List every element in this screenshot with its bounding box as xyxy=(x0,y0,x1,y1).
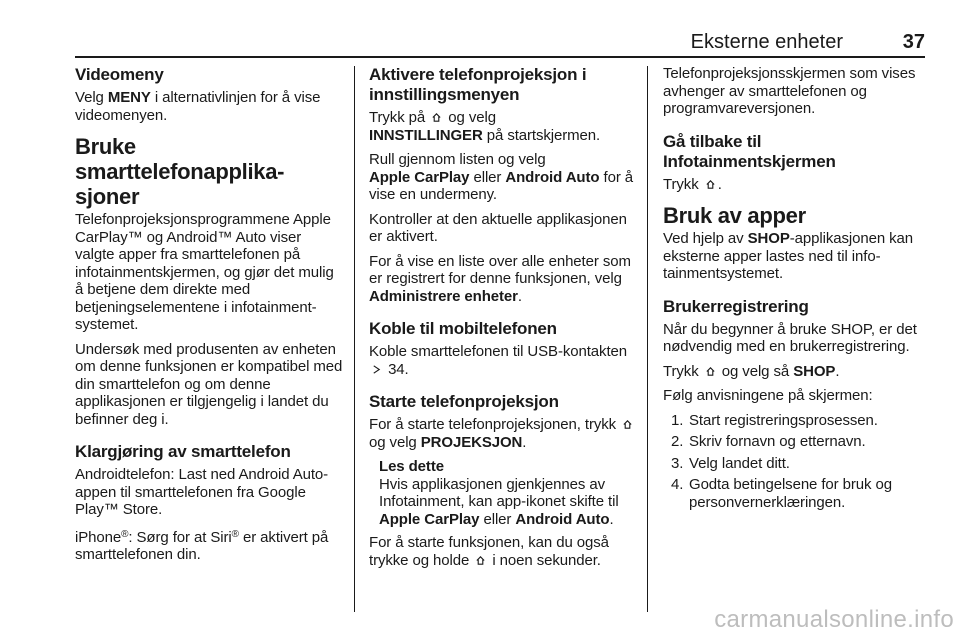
watermark: carmanualsonline.info xyxy=(714,606,954,633)
shop-keyword: SHOP xyxy=(747,230,790,247)
note-title: Les dette xyxy=(379,458,444,475)
text: eller xyxy=(479,510,516,528)
text: . xyxy=(835,362,840,380)
carplay-keyword: Apple CarPlay xyxy=(379,510,480,528)
paragraph-device-list xyxy=(369,253,637,306)
text: : Sørg for at Siri xyxy=(128,528,232,546)
step-text: Godta betingelsene for bruk og personvernerklæringen. xyxy=(689,476,892,511)
text: i alternativlinjen for å vise videomenyen. xyxy=(75,89,321,124)
paragraph-start-projection xyxy=(369,416,637,451)
text: Velg xyxy=(75,89,108,106)
android-auto-keyword: Android Auto xyxy=(515,510,610,528)
header-rule xyxy=(75,56,925,58)
settings-keyword: INNSTILLINGER xyxy=(369,126,483,144)
heading-user-registration: Brukerregistrering xyxy=(663,296,809,316)
text: -applikasjonen kan eksterne apper lastes ned til infotainmentsystemet. xyxy=(663,230,914,282)
list-item xyxy=(663,412,931,430)
text: for å vise en undermeny. xyxy=(369,168,634,203)
column-middle xyxy=(369,65,637,576)
android-auto-keyword: Android Auto xyxy=(505,168,600,186)
note-box xyxy=(379,458,637,528)
heading-line-1: Bruke smarttelefonapplika- xyxy=(75,134,285,184)
text: Hvis applikasjonen gjenkjennes av Infotainment, kan app-ikonet skifte til xyxy=(379,475,619,510)
paragraph-projection-programs: Telefonprojeksjonsprogrammene Apple CarPlay™ og Android™ Auto viser valgte apper fra smarttelefonen på infotainmentskjermen, og gjør det mulig å betjene dem direkte med betjeningselementene i infotainmentsystemet. xyxy=(75,211,334,333)
step-number: 4. xyxy=(671,476,684,493)
column-divider-right xyxy=(647,66,648,612)
step-text: Start registreringsprosessen. xyxy=(689,411,878,429)
list-item xyxy=(663,455,931,473)
carplay-keyword: Apple CarPlay xyxy=(369,168,470,186)
text: For å vise en liste over alle enheter som er registrert for denne funksjonen, velg xyxy=(369,252,631,287)
heading-activate-projection: Aktivere telefonprojeksjon i innstillingsmenyen xyxy=(369,65,587,104)
text: eller xyxy=(469,168,506,186)
text: iPhone xyxy=(75,528,122,546)
step-number: 2. xyxy=(671,433,684,450)
paragraph-press-settings xyxy=(369,109,637,144)
paragraph-video-menu xyxy=(75,89,343,124)
text: . xyxy=(517,287,522,305)
paragraph-follow-instructions: Følg anvisningene på skjermen: xyxy=(663,387,873,404)
text: og velg xyxy=(369,433,421,451)
heading-smartphone-apps xyxy=(75,134,343,209)
list-item xyxy=(663,433,931,451)
text: på startskjermen. xyxy=(482,126,601,144)
paragraph-iphone xyxy=(75,526,343,564)
projection-keyword: PROJEKSJON xyxy=(420,433,523,451)
page-reference: 34. xyxy=(384,360,409,378)
menu-keyword: MENY xyxy=(107,89,151,106)
paragraph-connect-usb xyxy=(369,343,637,378)
column-right xyxy=(663,65,931,515)
text: Rull gjennom listen og velg xyxy=(369,151,546,168)
text: For å starte telefonprojeksjonen, trykk xyxy=(369,416,617,433)
paragraph-android: Androidtelefon: Last ned Android Auto-appen til smarttelefonen fra Google Play™ Store. xyxy=(75,466,329,518)
reference-arrow-icon xyxy=(371,364,382,375)
heading-video-menu: Videomeny xyxy=(75,65,164,84)
step-number: 3. xyxy=(671,454,684,472)
heading-use-apps: Bruk av apper xyxy=(663,203,806,228)
manage-devices-keyword: Administrere enheter xyxy=(369,287,518,305)
registered-mark: ® xyxy=(231,528,239,540)
heading-prepare-smartphone: Klargjøring av smarttelefon xyxy=(75,442,291,461)
text: . xyxy=(717,175,722,193)
text: Trykk xyxy=(663,362,699,380)
heading-start-projection: Starte telefonprojeksjon xyxy=(369,392,559,411)
text: og velg xyxy=(444,109,496,126)
text: er aktivert på smarttelefonen din. xyxy=(75,528,329,563)
paragraph-shop-app xyxy=(663,230,931,283)
page-number: 37 xyxy=(902,31,925,53)
home-icon xyxy=(705,366,716,377)
page-header xyxy=(75,30,925,58)
heading-connect-phone: Koble til mobiltelefonen xyxy=(369,319,557,338)
paragraph-scroll-list xyxy=(369,151,637,204)
paragraph-verify-app: Kontroller at den aktuelle applikasjonen er aktivert. xyxy=(369,210,627,245)
heading-line-2: sjoner xyxy=(75,184,140,209)
home-icon xyxy=(431,112,442,123)
step-text: Velg landet ditt. xyxy=(689,454,790,472)
paragraph-registration: Når du begynner å bruke SHOP, er det nødvendig med en brukerregistrering. xyxy=(663,320,917,355)
registered-mark: ® xyxy=(121,528,129,540)
header-title: Eksterne enheter xyxy=(690,31,843,53)
heading-return-infotainment: Gå tilbake til Infotainmentskjermen xyxy=(663,131,836,171)
list-item xyxy=(663,476,931,511)
text: For å starte funksjonen, kan du også trykke og holde xyxy=(369,534,609,569)
step-number: 1. xyxy=(671,411,684,429)
text: . xyxy=(609,510,614,528)
paragraph-press-hold xyxy=(369,534,637,569)
paragraph-projection-screen: Telefonprojeksjonsskjermen som vises avhenger av smarttelefonen og programvareversjonen. xyxy=(663,65,916,117)
text: i noen sekunder. xyxy=(488,551,601,569)
column-divider-left xyxy=(354,66,355,612)
text: Ved hjelp av xyxy=(663,230,748,247)
column-left xyxy=(75,65,343,571)
paragraph-press-shop xyxy=(663,363,931,381)
paragraph-check-compatibility: Undersøk med produsenten av enheten om denne funksjonen er kompatibel med din smarttelefon og om denne applikasjonen er tilgjengelig i landet du befinner deg i. xyxy=(75,340,343,428)
text: . xyxy=(522,433,527,451)
shop-keyword: SHOP xyxy=(793,362,836,380)
text: og velg så xyxy=(717,362,794,380)
paragraph-return xyxy=(663,176,931,194)
home-icon xyxy=(475,555,486,566)
text: Trykk xyxy=(663,175,699,193)
registration-steps xyxy=(663,412,931,512)
home-icon xyxy=(705,179,716,190)
text: Koble smarttelefonen til USB-kontakten xyxy=(369,343,628,360)
text: Trykk på xyxy=(369,109,426,126)
home-icon xyxy=(622,419,633,430)
step-text: Skriv fornavn og etternavn. xyxy=(689,433,866,450)
